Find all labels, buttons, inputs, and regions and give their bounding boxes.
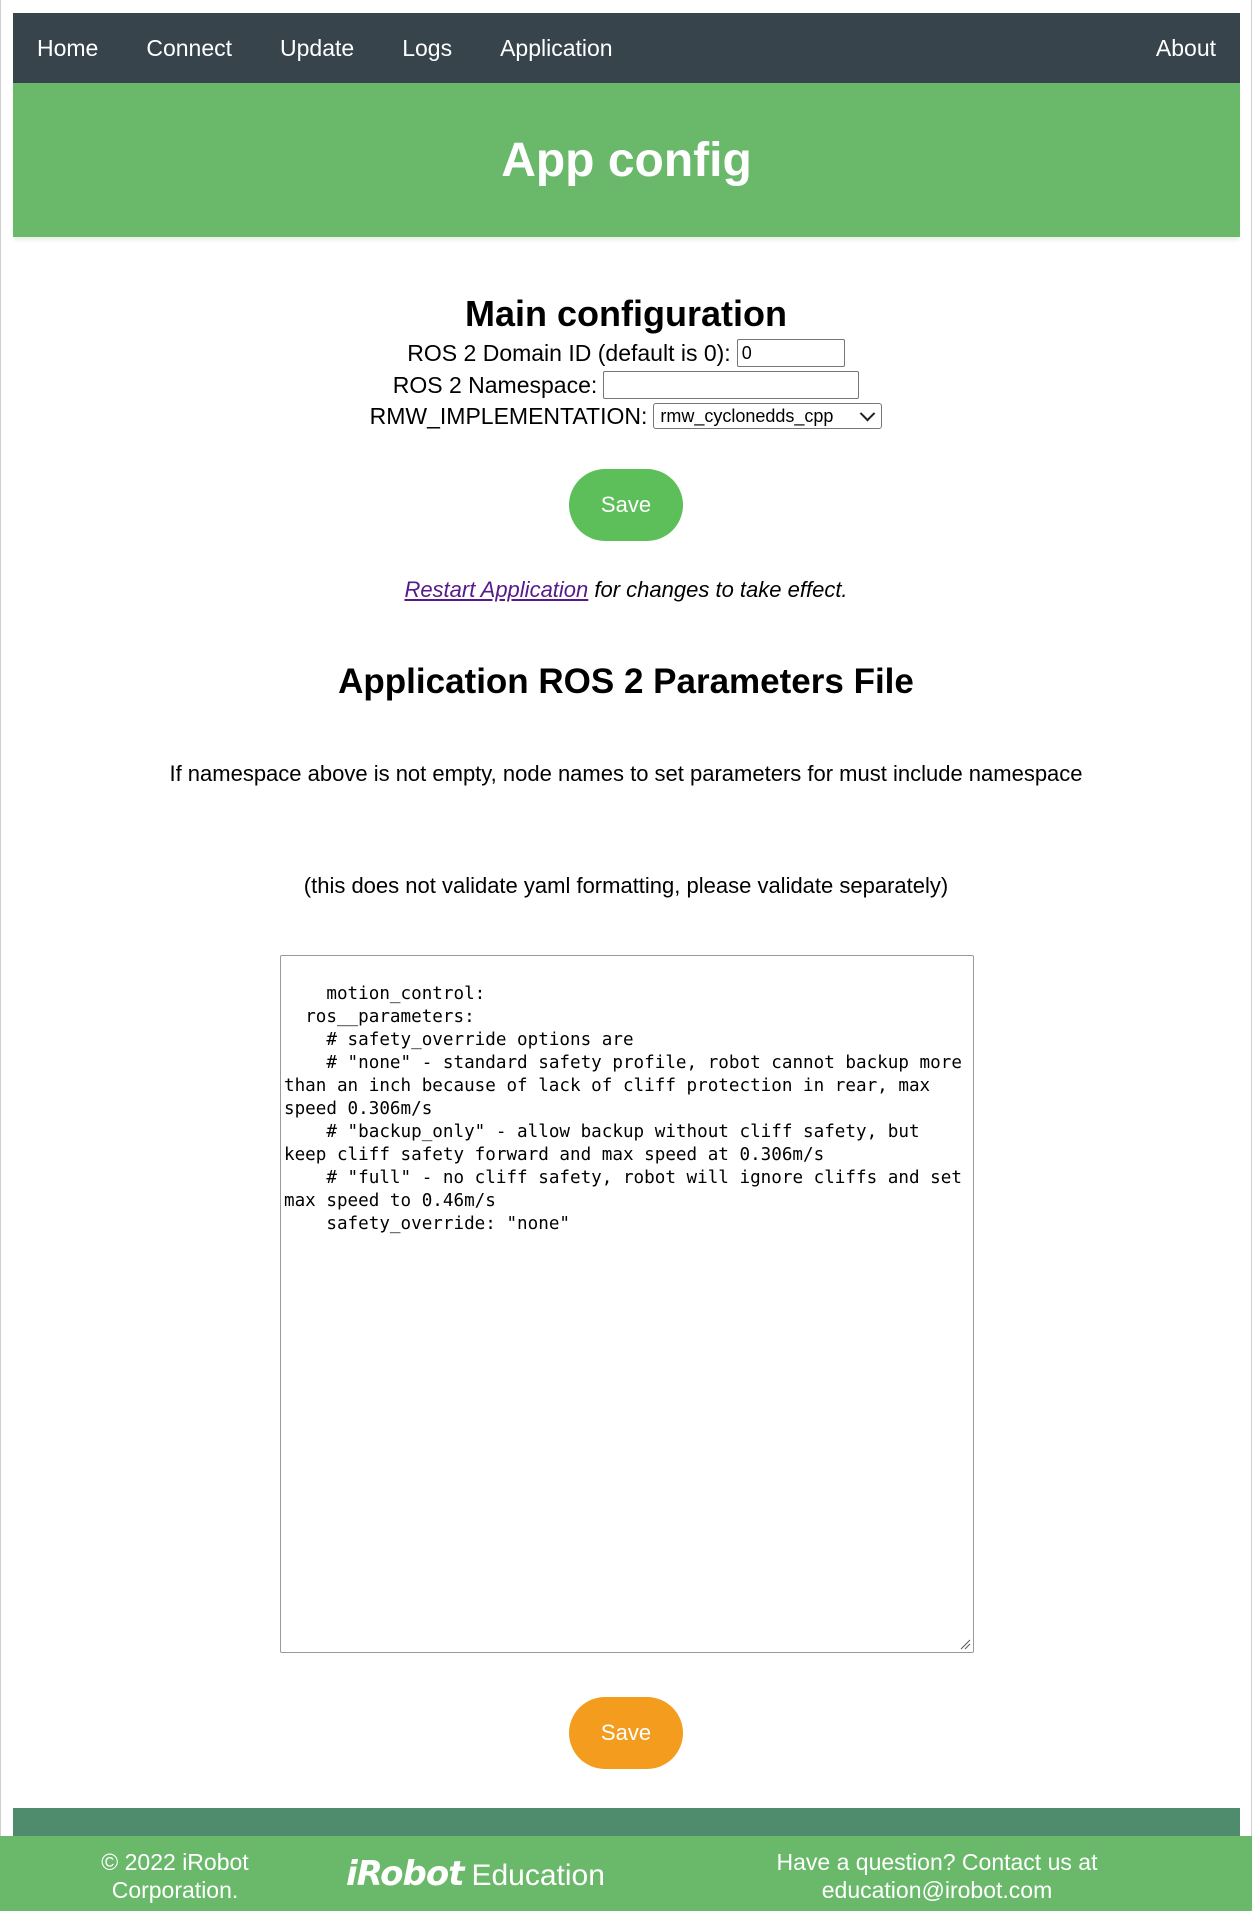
- page-title: App config: [501, 133, 752, 187]
- params-file-heading: Application ROS 2 Parameters File: [338, 662, 914, 701]
- restart-note: [0, 577, 1252, 603]
- namespace-row: [0, 369, 1252, 401]
- main-config-heading: Main configuration: [465, 293, 787, 334]
- save-params-button[interactable]: Save: [569, 1697, 683, 1769]
- footer-contact: Have a question? Contact us at education@irobot.com: [776, 1849, 1098, 1903]
- nav-logs-link[interactable]: Logs: [402, 35, 453, 61]
- rmw-row: [0, 400, 1252, 432]
- nav-right-group: [1132, 13, 1240, 83]
- nav-about-link[interactable]: About: [1155, 35, 1216, 61]
- page-header: [13, 83, 1240, 237]
- resize-grip-icon[interactable]: [959, 1638, 971, 1650]
- rmw-select[interactable]: [653, 403, 882, 429]
- rmw-selected-value: rmw_cyclonedds_cpp: [660, 405, 834, 426]
- nav-left-group: [13, 13, 637, 83]
- footer-copyright: © 2022 iRobot Corporation.: [101, 1849, 249, 1903]
- logo-suffix-text: Education: [471, 1859, 605, 1892]
- logo-brand-text: iRobot: [346, 1854, 464, 1894]
- restart-application-link[interactable]: Restart Application: [404, 577, 589, 602]
- chevron-down-icon: [860, 405, 876, 421]
- yaml-params-content: motion_control: ros__parameters: # safety_override options are # "none" - standard safety profile, robot cannot backup more than an inch because of lack of cliff protection in rear, max speed 0.306m/s # "backup_only" - allow backup without cliff safety, but keep cliff safety forward and max speed at 0.306m/s # "full" - no cliff safety, robot will ignore cliffs and set max speed to 0.46m/s safety_override: "none": [284, 984, 962, 1234]
- validation-note: (this does not validate yaml formatting, please validate separately): [303, 873, 949, 898]
- namespace-note: If namespace above is not empty, node names to set parameters for must include namespace: [169, 761, 1083, 786]
- yaml-params-textarea[interactable]: [280, 955, 974, 1653]
- nav-connect-link[interactable]: Connect: [146, 35, 233, 61]
- restart-note-suffix: for changes to take effect.: [588, 577, 848, 602]
- namespace-input[interactable]: [603, 371, 859, 399]
- domain-id-row: [0, 337, 1252, 369]
- page-footer: [0, 1836, 1252, 1911]
- nav-application-link[interactable]: Application: [500, 35, 613, 61]
- nav-update-link[interactable]: Update: [280, 35, 355, 61]
- domain-id-label: ROS 2 Domain ID (default is 0):: [407, 339, 731, 366]
- domain-id-input[interactable]: [737, 339, 845, 367]
- nav-home-link[interactable]: Home: [37, 35, 99, 61]
- save-main-config-button[interactable]: Save: [569, 469, 683, 541]
- top-navigation: [13, 13, 1240, 83]
- footer-divider-strip: [13, 1808, 1240, 1836]
- namespace-label: ROS 2 Namespace:: [392, 371, 598, 398]
- irobot-education-logo: [346, 1854, 605, 1894]
- rmw-label: RMW_IMPLEMENTATION:: [369, 402, 648, 429]
